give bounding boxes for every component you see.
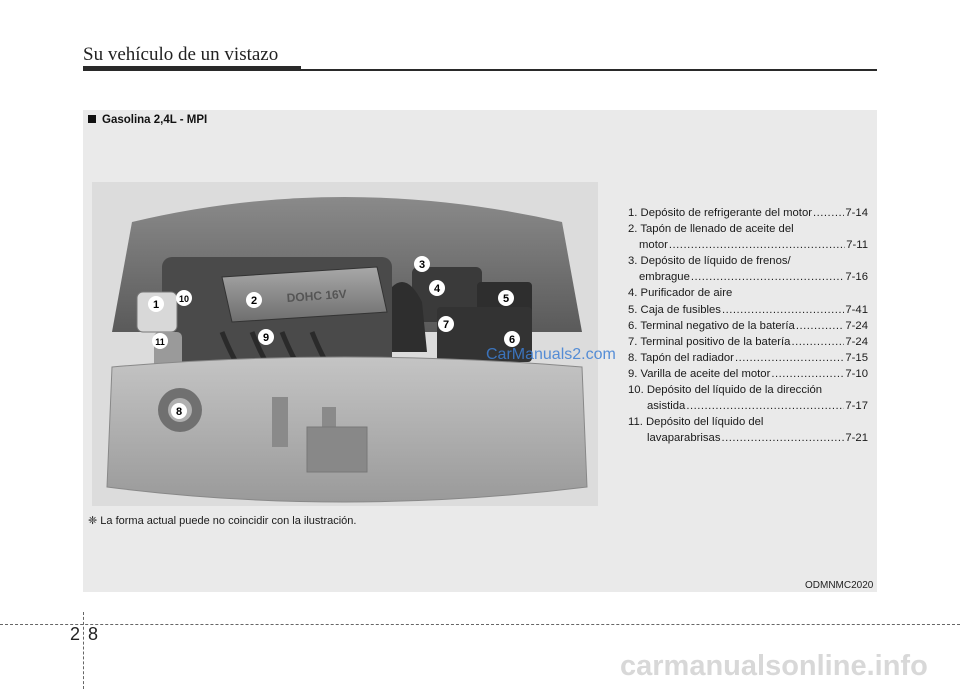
chapter-number: 2	[70, 624, 81, 644]
svg-text:6: 6	[508, 334, 516, 346]
crop-line-horizontal	[0, 624, 960, 625]
callout-10	[176, 290, 192, 306]
engine-cover-text: DOHC 16V	[286, 286, 348, 305]
svg-text:1: 1	[152, 299, 160, 311]
callout-3	[414, 256, 430, 272]
svg-text:4: 4	[433, 283, 441, 295]
callout-8	[171, 403, 187, 419]
callout-4	[429, 280, 445, 296]
header-bar-thick	[83, 66, 301, 71]
legend-item-4: 4. Purificador de aire	[628, 287, 733, 300]
legend-item-8: 8. Tapón del radiador ..... 7-15	[628, 350, 868, 366]
component-legend	[628, 205, 868, 446]
engine-illustration	[92, 182, 598, 506]
legend-item-9: 9. Varilla de aceite del motor ..... 7-10	[628, 366, 868, 382]
callout-5	[498, 290, 514, 306]
header-bar-thin	[301, 69, 877, 71]
svg-text:7: 7	[442, 319, 450, 331]
crop-line-vertical	[83, 612, 84, 689]
callout-2	[246, 292, 262, 308]
svg-text:5: 5	[502, 293, 510, 305]
callout-9	[258, 329, 274, 345]
svg-text:9: 9	[262, 332, 270, 344]
footer-watermark: carmanualsonline.info	[620, 650, 928, 682]
square-bullet-icon	[88, 115, 96, 123]
svg-text:3: 3	[418, 259, 426, 271]
callout-1	[148, 296, 164, 312]
image-code: ODMNMC2020	[805, 580, 874, 591]
svg-text:11: 11	[155, 337, 165, 347]
legend-item-5: 5. Caja de fusibles ..... 7-41	[628, 302, 868, 318]
legend-item-10: 10. Depósito del líquido de la dirección asistida ..... 7-17	[628, 382, 868, 414]
legend-item-2: 2. Tapón de llenado de aceite del motor ..... 7-11	[628, 221, 868, 253]
callout-6	[504, 331, 520, 347]
site-watermark: CarManuals2.com	[486, 346, 616, 363]
legend-item-6: 6. Terminal negativo de la batería ..... 7-24	[628, 318, 868, 334]
illustration-footnote: ❈ La forma actual puede no coincidir con la ilustración.	[88, 515, 357, 527]
svg-text:8: 8	[175, 406, 183, 418]
page-number: 8	[88, 624, 99, 644]
callout-7	[438, 316, 454, 332]
svg-text:10: 10	[178, 294, 190, 304]
legend-item-11: 11. Depósito del líquido del lavaparabrisas ..... 7-21	[628, 414, 868, 446]
legend-item-1: 1. Depósito de refrigerante del motor ..... 7-14	[628, 205, 868, 221]
legend-item-7: 7. Terminal positivo de la batería ..... 7-24	[628, 334, 868, 350]
section-title: Gasolina 2,4L - MPI	[88, 114, 207, 126]
page-header-title: Su vehículo de un vistazo	[83, 44, 279, 65]
legend-item-3: 3. Depósito de líquido de frenos/ embrague ..... 7-16	[628, 253, 868, 285]
callout-11	[152, 333, 168, 349]
svg-text:2: 2	[250, 295, 258, 307]
